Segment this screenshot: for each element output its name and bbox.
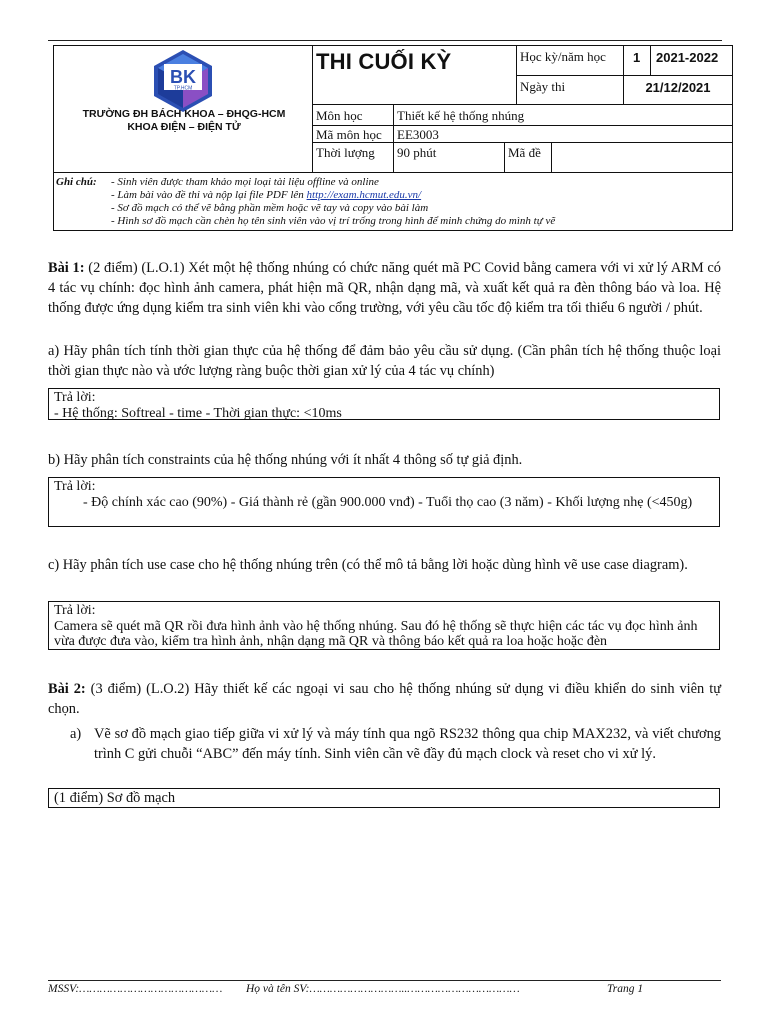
answer-box-b[interactable] [48,477,720,527]
footer-page-number: Trang 1 [607,983,644,995]
bai2-intro [48,679,721,719]
exam-code-value-cell [551,142,733,173]
answer-label: Trả lời: [54,390,96,405]
bai1-heading: Bài 1: [48,260,85,276]
footer-student-id: MSSV:…………………………………… [48,983,223,995]
subject-code-label: Mã môn học [316,127,382,142]
svg-text:TP.HCM: TP.HCM [173,85,193,92]
bai2-heading: Bài 2: [48,681,86,697]
svg-text:BK: BK [170,67,196,87]
note-item: - Sinh viên được tham khảo mọi loại tài liệu offline và online [111,176,379,188]
semester-value: 1 [633,50,641,65]
faculty-name: KHOA ĐIỆN – ĐIỆN TỬ [127,121,241,133]
note-item: - Sơ đồ mạch có thể vẽ bằng phần mềm hoặc vẽ tay và copy vào bài làm [111,202,429,214]
page-title: THI CUỐI KỲ [316,49,452,74]
school-name: TRƯỜNG ĐH BÁCH KHOA – ĐHQG-HCM [82,108,286,120]
answer-text: Camera sẽ quét mã QR rồi đưa hình ảnh vào hệ thống nhúng. Sau đó hệ thống sẽ thực hiện các tác vụ đọc hình ảnh vừa được đưa vào, kiểm tra hình ảnh, nhận dạng mã QR và thông báo kết quả ra loa hoặc hoặc đèn [54,618,698,649]
subject-label: Môn học [316,108,363,123]
exam-portal-link[interactable]: http://exam.hcmut.edu.vn/ [306,189,422,201]
duration-value: 90 phút [397,145,437,160]
answer-text: - Độ chính xác cao (90%) - Giá thành rẻ (gần 900.000 vnđ) - Tuổi thọ cao (3 năm) - Khối lượng nhẹ (<450g) [83,494,693,510]
bai1-question-b: b) Hãy phân tích constraints của hệ thống nhúng với ít nhất 4 thông số tự giả định. [48,452,523,468]
note-item [111,189,555,202]
footer-student-name: Họ và tên SV:………………………..…………………………… [246,983,520,995]
semester-label-cell [516,45,624,76]
answer-box-c[interactable] [48,601,720,650]
title-cell [312,45,517,105]
note-text: - Làm bài vào đề thi và nộp lại file PDF lên [111,189,307,201]
duration-label-cell [312,142,394,173]
school-cell [53,45,313,173]
bai2-intro-text: (3 điểm) (L.O.2) Hãy thiết kế các ngoại vi sau cho hệ thống nhúng sử dụng vi điều khiển do sinh viên tự chọn. [48,681,721,717]
exam-header-table [53,45,733,231]
circuit-diagram-box[interactable] [48,788,720,808]
bk-logo-icon [150,50,216,112]
answer-label: Trả lời: [54,603,96,618]
exam-date-label-cell [516,75,624,105]
answer-text: - Hệ thống: Softreal - time - Thời gian thực: <10ms [54,405,342,421]
bai1-intro [48,258,721,318]
top-rule [48,40,722,41]
answer-box-a[interactable] [48,388,720,420]
duration-label: Thời lượng [316,145,375,160]
note-item: - Hình sơ đồ mạch cần chèn họ tên sinh viên vào vị trí trống trong hình để minh chứng do mình tự vẽ [111,215,556,227]
subject-label-cell [312,104,394,126]
exam-date-value-cell [623,75,733,105]
exam-date-label: Ngày thi [520,79,566,94]
exam-code-label: Mã đề [508,145,541,160]
bai1-question-a: a) Hãy phân tích tính thời gian thực của hệ thống để đảm bảo yêu cầu sử dụng. (Cần phân tích hệ thống thuộc loại thời gian thực nào và ước lượng ràng buộc thời gian xử lý của 4 tác vụ chính) [48,343,721,379]
subject-value-cell [393,104,733,126]
bai1-intro-text: (2 điểm) (L.O.1) Xét một hệ thống nhúng có chức năng quét mã PC Covid bằng camera với vi xử lý ARM có 4 tác vụ chính: đọc hình ảnh camera, phát hiện mã QR, nhận dạng mã, và xuất kết quả ra đèn thông báo và loa. Hệ thống được ứng dụng kiểm tra sinh viên khi vào cổng trường, với yêu cầu tốc độ kiểm tra tối thiểu 6 người / phút. [48,260,721,316]
notes-label: Ghi chú: [56,176,97,188]
footer-rule [48,980,721,981]
semester-value-cell [623,45,651,76]
question-number: a) [70,726,82,742]
duration-value-cell [393,142,505,173]
bai1-question-c: c) Hãy phân tích use case cho hệ thống nhúng trên (có thể mô tả bằng lời hoặc dùng hình vẽ use case diagram). [48,557,688,573]
subject-code-value: EE3003 [397,127,439,142]
answer-label: Trả lời: [54,479,96,494]
semester-label: Học kỳ/năm học [520,49,606,64]
bai2-question-a [70,724,721,764]
year-value: 2021-2022 [656,50,719,65]
notes-cell [53,172,733,231]
year-value-cell [650,45,733,76]
exam-date-value: 21/12/2021 [645,80,711,95]
notes-list [111,176,555,228]
subject-code-value-cell [393,125,733,143]
subject-value: Thiết kế hệ thống nhúng [397,108,525,123]
subject-code-label-cell [312,125,394,143]
question-text: Vẽ sơ đồ mạch giao tiếp giữa vi xử lý và máy tính qua ngõ RS232 thông qua chip MAX232, và viết chương trình C gửi chuỗi “ABC” đến máy tính. Sinh viên cần vẽ đầy đủ mạch clock và reset cho vi xử lý. [94,726,721,762]
circuit-box-label: (1 điểm) Sơ đồ mạch [54,790,176,806]
exam-code-label-cell [504,142,552,173]
